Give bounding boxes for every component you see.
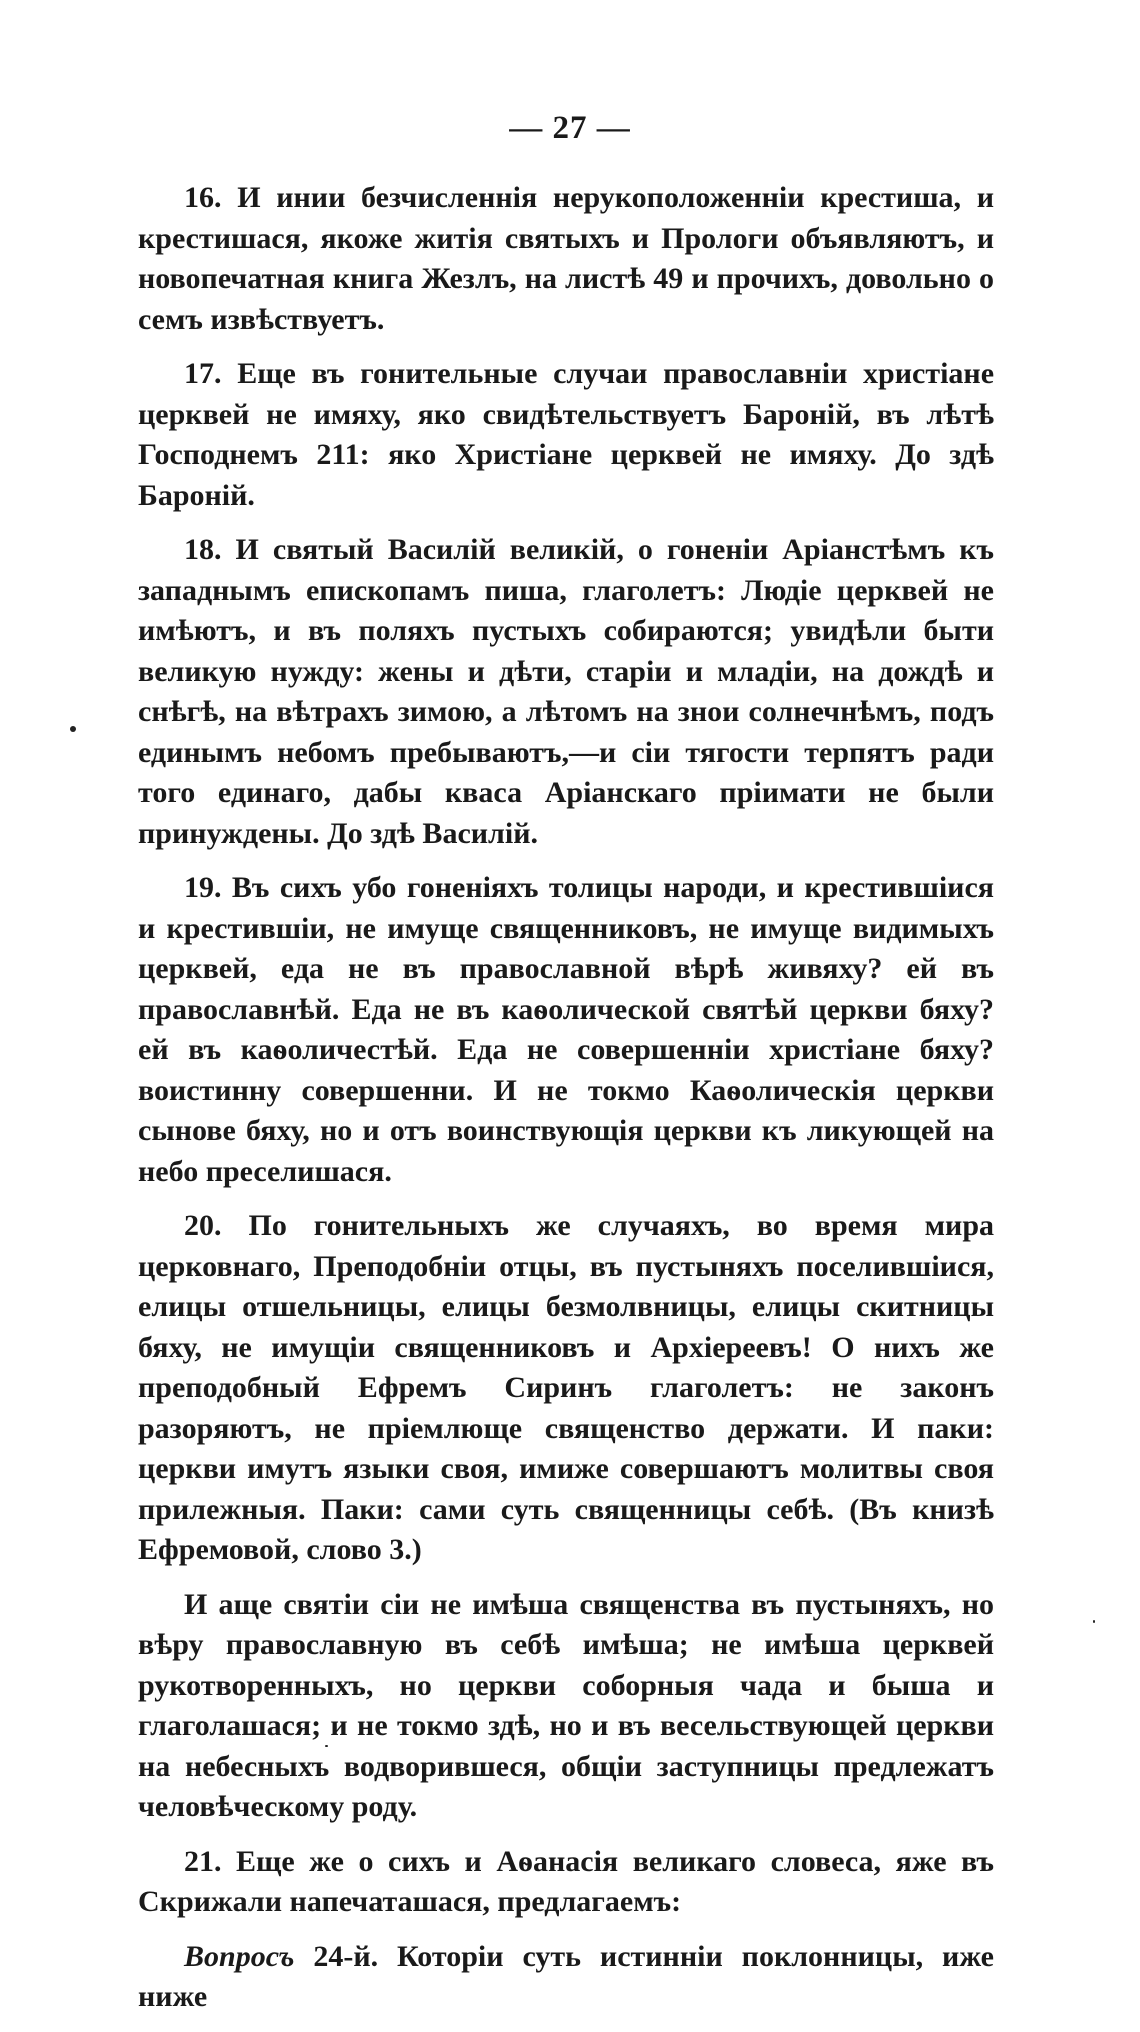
paragraph-number: 20. xyxy=(184,1209,222,1242)
print-speck xyxy=(1093,1620,1095,1623)
paragraph-number: 19. xyxy=(184,871,222,904)
paragraph-21 xyxy=(138,1842,994,1923)
paragraph-18 xyxy=(138,530,994,854)
paragraph-text: И инии безчисленнія нерукоположенніи крестиша, и крестишася, якоже житія святыхъ и Прологи объявляютъ, и новопечатная книга Жезлъ, на листѣ 49 и прочихъ, довольно о семъ извѣствуетъ. xyxy=(138,181,994,336)
paragraph-text: Еще въ гонительные случаи православніи христіане церквей не имяху, яко свидѣтельствуетъ Бароній, въ лѣтѣ Господнемъ 211: яко Христіане церквей не имяху. До здѣ Бароній. xyxy=(138,357,995,512)
paragraph-text: И аще святіи сіи не имѣша священства въ пустыняхъ, но вѣру православную въ себѣ имѣша; не имѣша церквей рукотворенныхъ, но церкви соборныя чада и быша и глаголашася; и не токмо здѣ, но и въ весельствующей церкви на небесныхъ водворившеся, общіи заступницы предлежатъ человѣческому роду. xyxy=(138,1587,994,1823)
question-label: Вопросъ xyxy=(184,1939,295,1973)
page-number: — 27 — xyxy=(509,110,631,146)
paragraph-16 xyxy=(138,178,994,340)
paragraph-number: 18. xyxy=(184,533,222,566)
paragraph-text: Въ сихъ убо гоненіяхъ толицы народи, и крестившіися и крестившіи, не имуще священниковъ, не имуще видимыхъ церквей, еда не въ православной вѣрѣ живяху? ей въ православнѣй. Еда не въ каѳолической святѣй церкви бяху? ей въ каѳоличестѣй. Еда не совершенніи христіане бяху? воистинну совершенни. И не токмо Каѳолическія церкви сынове бяху, но и отъ воинствующія церкви къ ликующей на небо преселишася. xyxy=(138,871,994,1188)
paragraph-19 xyxy=(138,868,994,1192)
question-text: Которіи суть истинніи поклонницы, иже ниже xyxy=(138,1939,994,2013)
question-number: 24-й. xyxy=(313,1939,379,1973)
paragraph-text: По гонительныхъ же случаяхъ, во время мира церковнаго, Преподобніи отцы, въ пустыняхъ поселившіися, елицы отшельницы, елицы безмолвницы, елицы скитницы бяху, не имущіи священниковъ и Архіереевъ! О нихъ же преподобный Ефремъ Сиринъ глаголетъ: не законъ разоряютъ, не пріемлюще священство держати. И паки: церкви имутъ языки своя, имиже совершаютъ молитвы своя прилежныя. Паки: сами суть священницы себѣ. (Въ книзѣ Ефремовой, слово 3.) xyxy=(138,1209,995,1566)
paragraph-20 xyxy=(138,1206,994,1571)
paragraph-text: И святый Василій великій, о гоненіи Аріанстѣмъ къ западнымъ епископамъ пиша, глаголетъ: Людіе церквей не имѣютъ, и въ поляхъ пустыхъ собираются; увидѣли быти великую нужду: жены и дѣти, старіи и младіи, на дождѣ и снѣгѣ, на вѣтрахъ зимою, а лѣтомъ на знои солнечнѣмъ, подъ единымъ небомъ пребываютъ,—и сіи тягости терпятъ ради того единаго, дабы кваса Аріанскаго пріимати не были принуждены. До здѣ Василій. xyxy=(138,533,995,850)
print-speck xyxy=(70,726,76,732)
paragraph-number: 16. xyxy=(184,181,222,214)
paragraph-number: 21. xyxy=(184,1844,222,1878)
paragraph-number: 17. xyxy=(184,357,222,390)
text-body xyxy=(138,178,994,2032)
paragraph-17 xyxy=(138,354,994,516)
question-24 xyxy=(138,1937,994,2018)
print-speck xyxy=(325,1745,328,1747)
paragraph-text: Еще же о сихъ и Аѳанасія великаго словеса, яже въ Скрижали напечаташася, предлагаемъ: xyxy=(138,1844,994,1918)
paragraph-20-continuation xyxy=(138,1585,994,1828)
